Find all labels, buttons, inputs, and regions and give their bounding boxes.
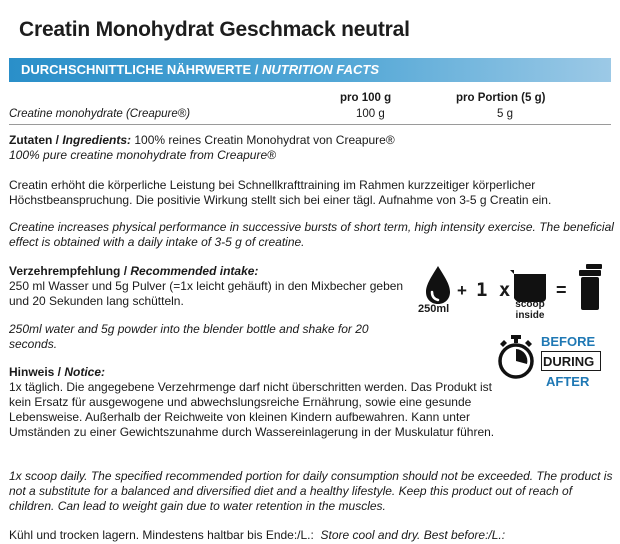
intake-label-en: Recommended intake:	[130, 264, 259, 278]
water-drop-icon	[426, 266, 450, 304]
table-divider	[9, 124, 611, 125]
scoop-label-1: scoop	[515, 299, 545, 310]
intake-text-en: 250ml water and 5g powder into the blender bottle and shake for 20 seconds.	[9, 322, 369, 351]
notice-label-de: Hinweis /	[9, 365, 62, 379]
nutrition-value-100: 100 g	[356, 108, 385, 120]
ingredients-text-en: 100% pure creatine monohydrate from Creapure®	[9, 148, 276, 162]
description-de: Creatin erhöht die körperliche Leistung bei Schnellkrafttraining im Rahmen kurzzeitiger körperlicher Höchstbeanspruchung. Die positivie Wirkung stellt sich bei einer tägl. Aufnahme von 3-5 g Creatin ein.	[9, 178, 552, 207]
notice-label-en: Notice:	[64, 365, 106, 379]
equals-sign: =	[556, 280, 567, 300]
description-en: Creatine increases physical performance in successive bursts of short term, high intensity exercise. The beneficial effect is obtained with a daily intake of 3-5 g of creatine.	[9, 220, 614, 249]
storage-en: Store cool and dry. Best before:/L.:	[320, 528, 506, 542]
timing-during: DURING	[543, 354, 595, 369]
col-header-per-portion: pro Portion (5 g)	[456, 92, 546, 104]
timing-after: AFTER	[546, 374, 590, 389]
scoop-label-2: inside	[515, 310, 545, 321]
notice-text-de: 1x täglich. Die angegebene Verzehrmenge darf nicht überschritten werden. Das Produkt ist kein Ersatz für ausgewogene und abwechslungsreiche Ernährung, sowie eine gesunde Lebensweise. Außerhalb der Reichweite von kleinen Kindern aufbewahren. Kann unter Umständen zu einer Gewichtszunahme durch Wassereinlagerung in der Muskulatur führen.	[9, 380, 495, 439]
scoop-icon	[510, 270, 546, 302]
scoop-count: 1 x	[476, 279, 511, 301]
ingredients-section	[9, 133, 614, 163]
intake-label-de: Verzehrempfehlung /	[9, 264, 128, 278]
notice-label	[9, 365, 614, 380]
banner-de: DURCHSCHNITTLICHE NÄHRWERTE /	[21, 62, 259, 77]
col-header-per-100: pro 100 g	[340, 92, 392, 104]
recipe-icons	[418, 262, 608, 327]
banner-text	[21, 62, 379, 77]
nutrition-value-portion: 5 g	[497, 108, 513, 120]
ingredients-label-de: Zutaten /	[9, 133, 59, 147]
nutrition-row-label: Creatine monohydrate (Creapure®)	[9, 108, 191, 120]
notice-text-en: 1x scoop daily. The specified recommended portion for daily consumption should not be exceeded. The product is not a substitute for a balanced and diversified diet and a healthy lifestyle. Keep this product out of reach of children. Can lead to weight gain due to water retention in the muscles.	[9, 469, 613, 513]
ingredients-label-en: Ingredients:	[62, 133, 132, 147]
ingredients-text-de: 100% reines Creatin Monohydrat von Creapure®	[134, 133, 395, 147]
shaker-icon	[579, 264, 602, 310]
page-title: Creatin Monohydrat Geschmack neutral	[19, 18, 410, 41]
plus-sign: +	[457, 281, 467, 300]
storage-line	[9, 528, 619, 543]
nutrition-banner	[9, 58, 611, 82]
timing-before: BEFORE	[541, 334, 596, 349]
banner-en: NUTRITION FACTS	[262, 62, 379, 77]
water-amount-label: 250ml	[418, 303, 450, 315]
scoop-label	[514, 299, 546, 321]
storage-de: Kühl und trocken lagern. Mindestens haltbar bis Ende:/L.:	[9, 528, 314, 542]
intake-text-de: 250 ml Wasser und 5g Pulver (=1x leicht gehäuft) in den Mixbecher geben und 20 Sekunden lang schütteln.	[9, 279, 404, 308]
